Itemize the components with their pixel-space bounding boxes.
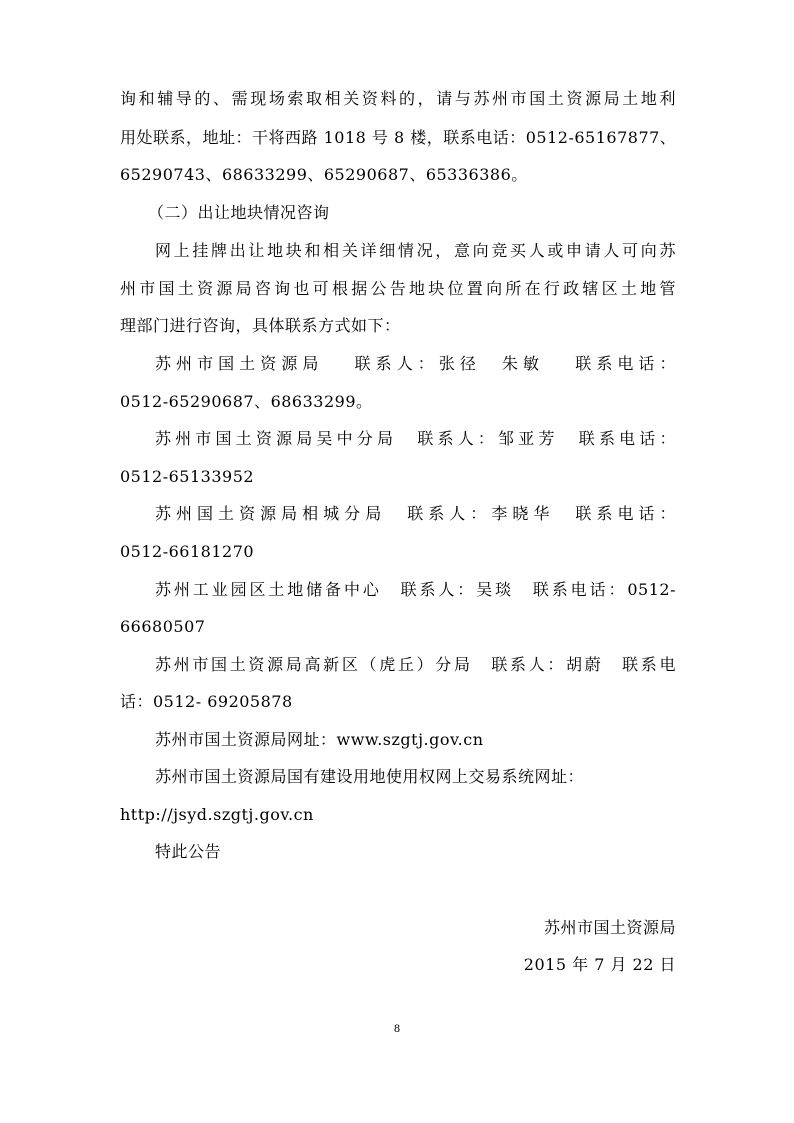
contact-line: 苏州市国土资源局 联系人：张径 朱敏 联系电话：: [155, 354, 676, 373]
signature-issuer: 苏州市国土资源局: [543, 918, 676, 937]
closing-line: 特此公告: [155, 842, 222, 861]
paragraph-line: 65290743、68633299、65290687、65336386。: [120, 165, 528, 184]
website-line: 苏州市国土资源局国有建设用地使用权网上交易系统网址：: [155, 767, 585, 786]
paragraph-line: 网上挂牌出让地块和相关详细情况，意向竞买人或申请人可向苏: [155, 241, 676, 260]
paragraph-line: 理部门进行咨询，具体联系方式如下：: [120, 316, 401, 335]
contact-phone: 66680507: [120, 617, 206, 636]
paragraph-line: 用处联系，地址：干将西路 1018 号 8 楼，联系电话：0512-65167877、: [120, 128, 677, 147]
contact-line: 苏州工业园区土地储备中心 联系人：吴琰 联系电话：0512-: [155, 580, 676, 599]
paragraph-line: 州市国土资源局咨询也可根据公告地块位置向所在行政辖区土地管: [120, 279, 676, 298]
page-number: 8: [394, 1021, 400, 1035]
contact-phone: 0512-66181270: [120, 542, 255, 561]
website-line: 苏州市国土资源局网址：www.szgtj.gov.cn: [155, 730, 484, 749]
contact-phone: 0512-65133952: [120, 467, 255, 486]
paragraph-line: 询和辅导的、需现场索取相关资料的，请与苏州市国土资源局土地利: [120, 89, 676, 108]
contact-phone: 话：0512- 69205878: [120, 692, 293, 711]
contact-phone: 0512-65290687、68633299。: [120, 392, 373, 411]
website-url: http://jsyd.szgtj.gov.cn: [120, 805, 314, 824]
signature-date: 2015 年 7 月 22 日: [523, 955, 676, 974]
section-heading: （二）出让地块情况咨询: [148, 203, 330, 222]
contact-line: 苏州国土资源局相城分局 联系人：李晓华 联系电话：: [155, 504, 676, 523]
contact-line: 苏州市国土资源局高新区（虎丘）分局 联系人：胡蔚 联系电: [155, 655, 676, 674]
contact-line: 苏州市国土资源局吴中分局 联系人：邹亚芳 联系电话：: [155, 429, 676, 448]
